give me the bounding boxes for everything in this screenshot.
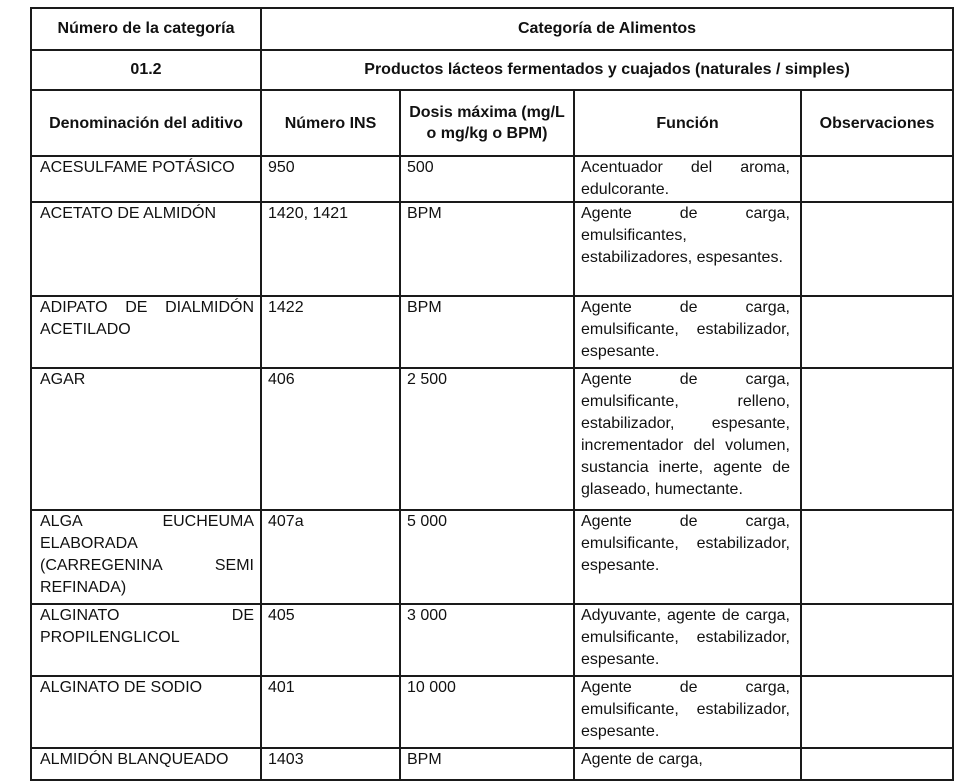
category-code-row — [31, 50, 953, 90]
column-header-additive: Denominación del aditivo — [31, 90, 261, 156]
column-header-ins: Número INS — [261, 90, 400, 156]
ins-number: 407a — [261, 510, 400, 604]
max-dose: 3 000 — [400, 604, 574, 676]
column-header-row — [31, 90, 953, 156]
additive-name: ADIPATO DE DIALMIDÓN ACETILADO — [31, 296, 261, 368]
additive-name: ACESULFAME POTÁSICO — [31, 156, 261, 202]
column-header-observations: Observaciones — [801, 90, 953, 156]
additive-name: ALGA EUCHEUMA ELABORADA (CARREGENINA SEMI REFINADA) — [31, 510, 261, 604]
table-row — [31, 296, 953, 368]
category-number-label: Número de la categoría — [31, 8, 261, 50]
function: Agente de carga, emulsificante, relleno, estabilizador, espesante, incrementador del volumen, sustancia inerte, agente de glaseado, humectante. — [574, 368, 801, 510]
additive-name: AGAR — [31, 368, 261, 510]
observations — [801, 156, 953, 202]
column-header-function: Función — [574, 90, 801, 156]
table-row — [31, 604, 953, 676]
max-dose: 10 000 — [400, 676, 574, 748]
observations — [801, 604, 953, 676]
category-number: 01.2 — [31, 50, 261, 90]
function: Acentuador del aroma, edulcorante. — [574, 156, 801, 202]
observations — [801, 748, 953, 780]
table-row — [31, 510, 953, 604]
max-dose: BPM — [400, 202, 574, 296]
function: Agente de carga, — [574, 748, 801, 780]
max-dose: 5 000 — [400, 510, 574, 604]
max-dose: BPM — [400, 748, 574, 780]
function: Agente de carga, emulsificante, estabilizador, espesante. — [574, 296, 801, 368]
category-name: Productos lácteos fermentados y cuajados (naturales / simples) — [261, 50, 953, 90]
table-row — [31, 368, 953, 510]
function: Agente de carga, emulsificante, estabilizador, espesante. — [574, 510, 801, 604]
additive-name: ACETATO DE ALMIDÓN — [31, 202, 261, 296]
observations — [801, 202, 953, 296]
additive-name: ALMIDÓN BLANQUEADO — [31, 748, 261, 780]
column-header-max-dose: Dosis máxima (mg/L o mg/kg o BPM) — [400, 90, 574, 156]
category-header-row — [31, 8, 953, 50]
ins-number: 1422 — [261, 296, 400, 368]
table-row — [31, 748, 953, 780]
ins-number: 406 — [261, 368, 400, 510]
table-row — [31, 202, 953, 296]
max-dose: 2 500 — [400, 368, 574, 510]
food-category-label: Categoría de Alimentos — [261, 8, 953, 50]
function: Agente de carga, emulsificante, estabilizador, espesante. — [574, 676, 801, 748]
observations — [801, 510, 953, 604]
observations — [801, 296, 953, 368]
additives-table — [30, 7, 954, 781]
observations — [801, 676, 953, 748]
function: Agente de carga, emulsificantes, estabilizadores, espesantes. — [574, 202, 801, 296]
function: Adyuvante, agente de carga, emulsificante, estabilizador, espesante. — [574, 604, 801, 676]
ins-number: 950 — [261, 156, 400, 202]
max-dose: 500 — [400, 156, 574, 202]
ins-number: 405 — [261, 604, 400, 676]
ins-number: 1403 — [261, 748, 400, 780]
table-row — [31, 676, 953, 748]
additive-name: ALGINATO DE PROPILENGLICOL — [31, 604, 261, 676]
max-dose: BPM — [400, 296, 574, 368]
ins-number: 401 — [261, 676, 400, 748]
table-row — [31, 156, 953, 202]
observations — [801, 368, 953, 510]
additive-name: ALGINATO DE SODIO — [31, 676, 261, 748]
ins-number: 1420, 1421 — [261, 202, 400, 296]
